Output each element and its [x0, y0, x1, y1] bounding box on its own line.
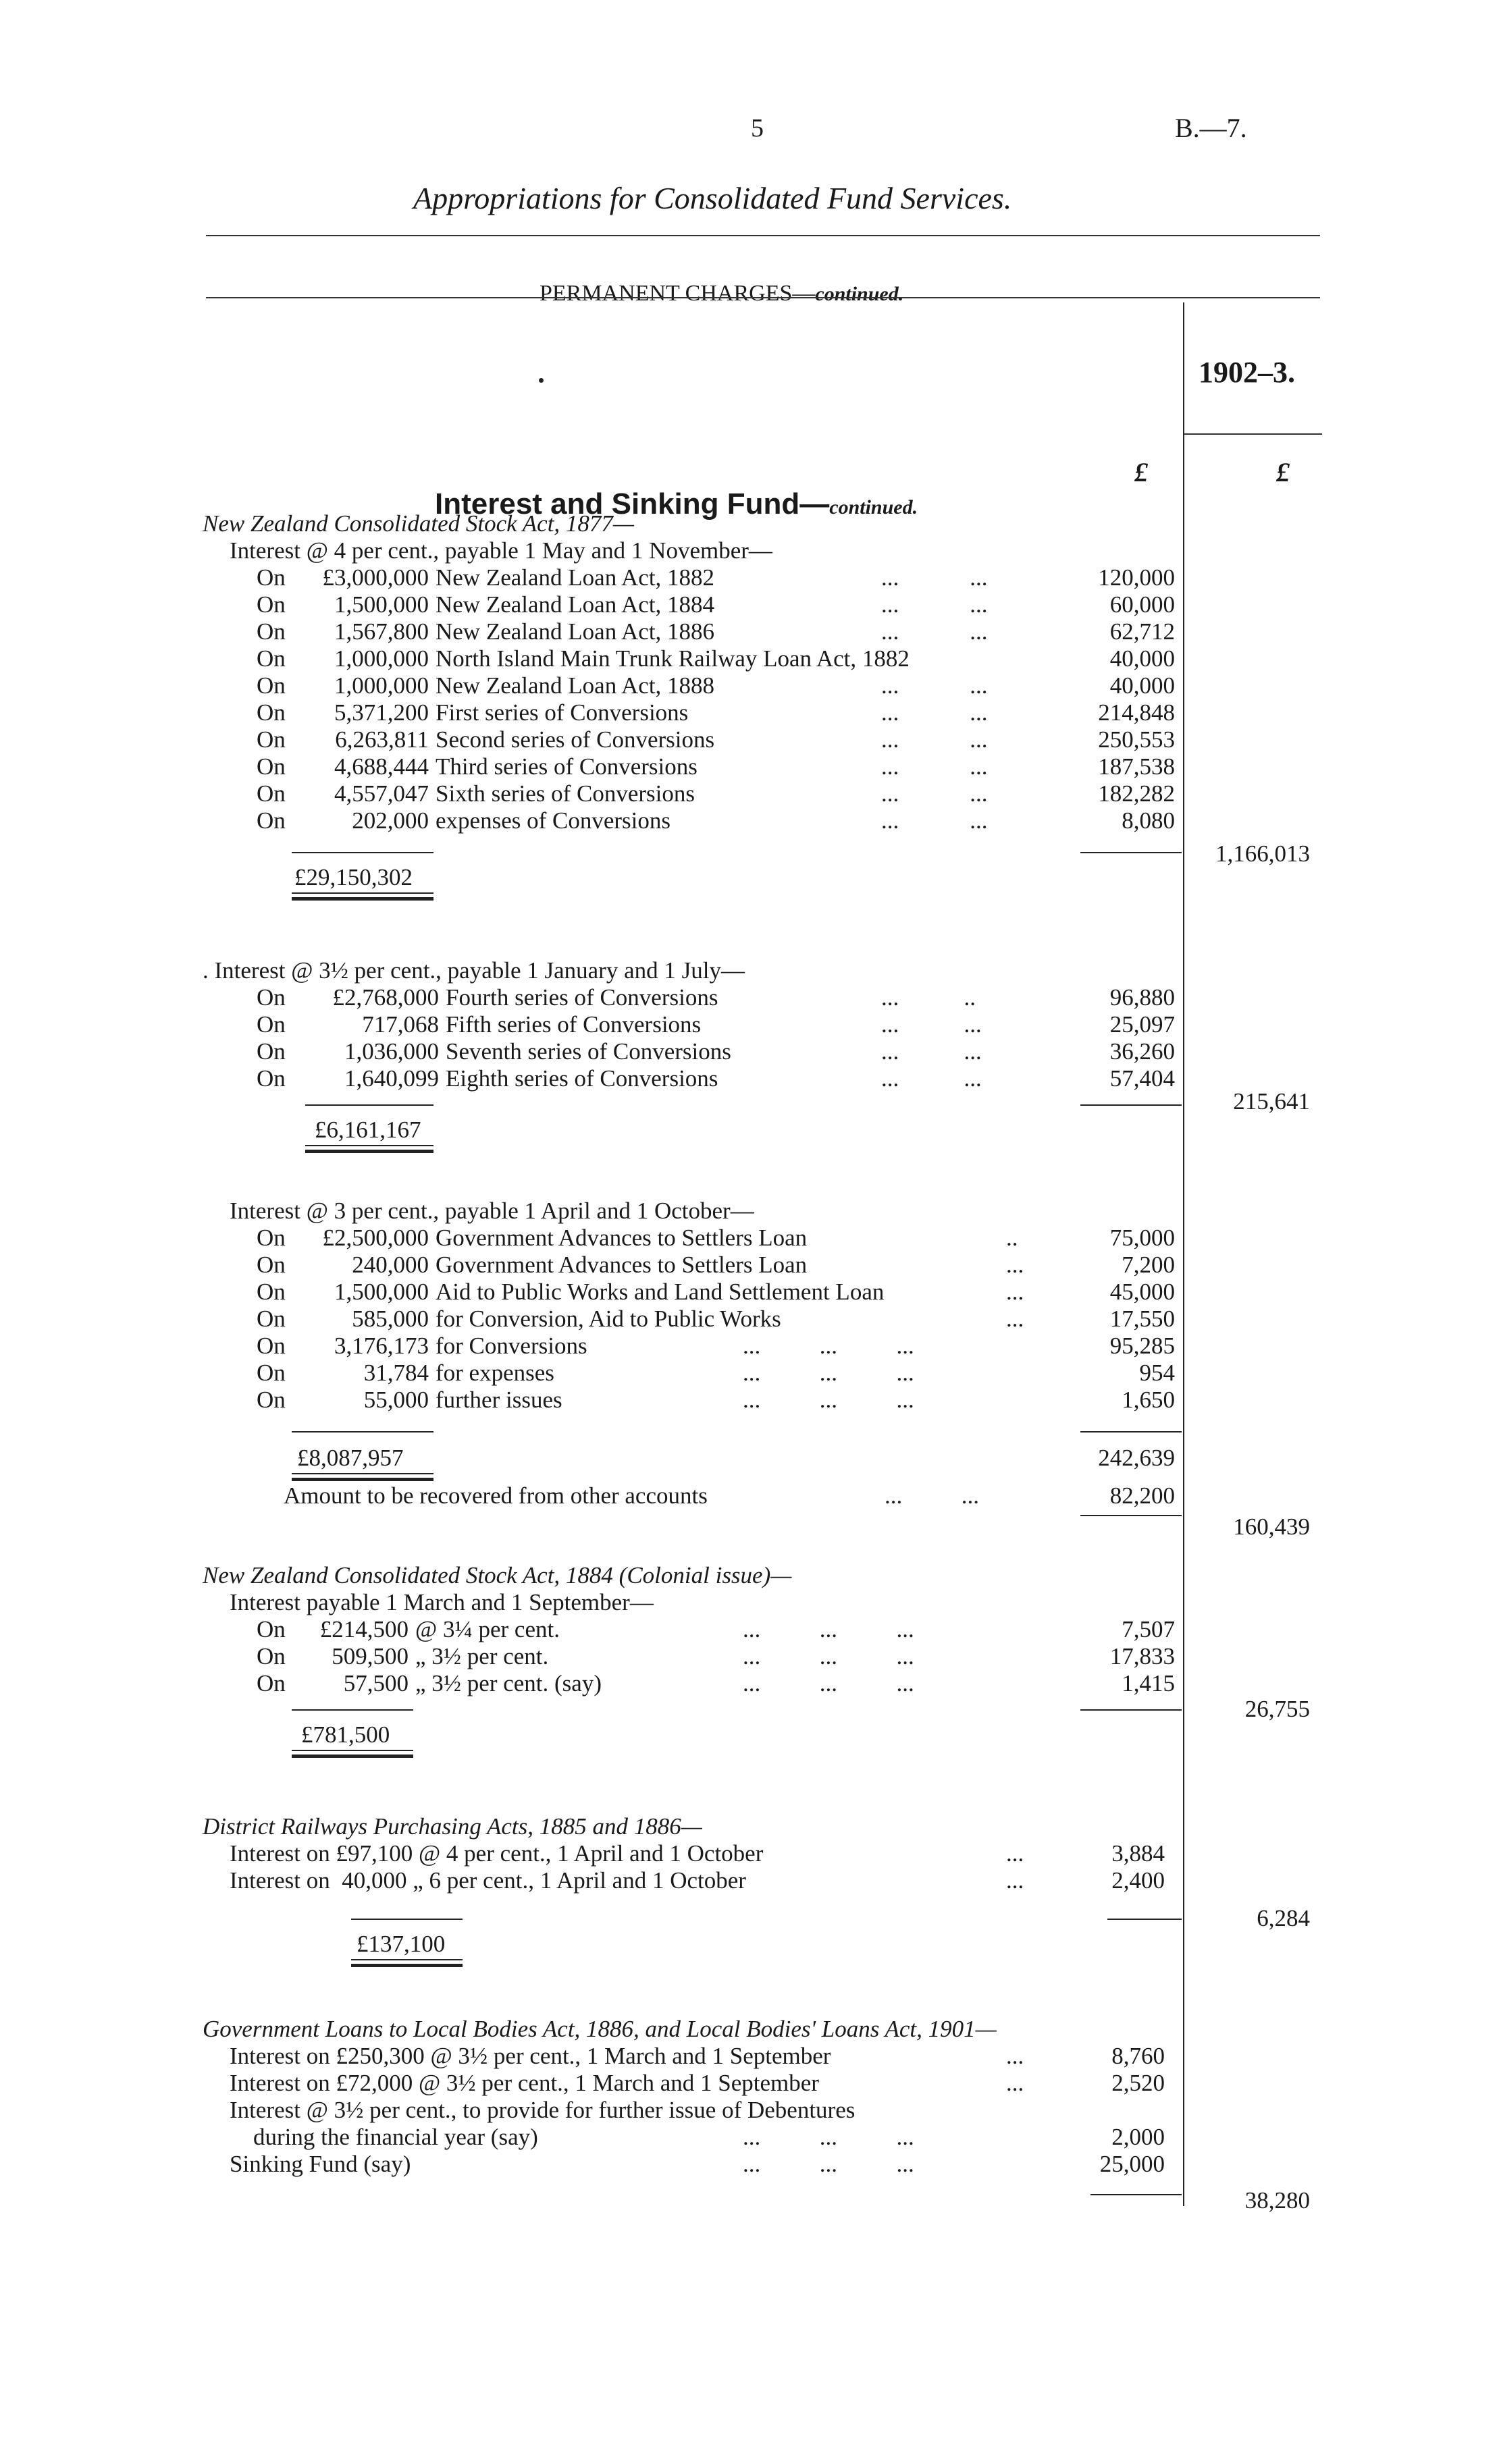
row-principal: 1,000,000	[334, 645, 429, 672]
row-value: 25,097	[1109, 1011, 1175, 1038]
row-principal: 1,500,000	[334, 1279, 429, 1305]
subtitle-main: PERMANENT CHARGES—	[540, 281, 816, 306]
row-description: New Zealand Loan Act, 1882	[436, 564, 715, 591]
row-leader-dots: ...	[1006, 1867, 1024, 1894]
row-leader-dots: ... ...	[881, 591, 988, 618]
principal-rule	[292, 852, 433, 853]
row-description: „ 3½ per cent. (say)	[415, 1670, 602, 1696]
row-leader-dots: ... ...	[881, 753, 988, 780]
row-on-label: On	[257, 672, 286, 699]
row-description: Third series of Conversions	[436, 753, 698, 780]
row-principal: 57,500	[343, 1670, 409, 1696]
row-description: Seventh series of Conversions	[446, 1038, 731, 1065]
decorative-dot	[539, 378, 544, 383]
row-on-label: On	[257, 1643, 286, 1669]
row-value: 40,000	[1109, 645, 1175, 672]
interest-heading: Interest @ 4 per cent., payable 1 May and 1 November—	[230, 537, 772, 564]
row-value: 120,000	[1098, 564, 1175, 591]
row-value: 36,260	[1109, 1038, 1175, 1065]
row-description: First series of Conversions	[436, 699, 689, 726]
page-number: 5	[751, 114, 764, 142]
row-leader-dots: ..	[1006, 1225, 1018, 1251]
row-principal: 1,500,000	[334, 591, 429, 618]
row-value: 3,884	[1111, 1840, 1165, 1867]
row-leader-dots: ... ... ...	[743, 1616, 914, 1642]
row-value: 96,880	[1109, 984, 1175, 1011]
act-heading: District Railways Purchasing Acts, 1885 and 1886—	[203, 1813, 702, 1840]
principal-double-rule	[292, 1473, 433, 1481]
row-leader-dots: ... ...	[881, 726, 988, 753]
row-principal: 1,640,099	[344, 1065, 439, 1092]
row-leader-dots: ... ...	[881, 807, 988, 834]
principal-total: £781,500	[301, 1721, 390, 1748]
row-description: Government Advances to Settlers Loan	[436, 1252, 808, 1278]
fiscal-year-header: 1902–3.	[1199, 356, 1295, 389]
row-text: Interest on £250,300 @ 3½ per cent., 1 March and 1 September	[230, 2043, 831, 2069]
row-on-label: On	[257, 1333, 286, 1359]
section-subtitle	[528, 253, 903, 308]
row-principal: 1,000,000	[334, 672, 429, 699]
section-total: 1,166,013	[1215, 840, 1310, 867]
row-leader-dots: ... ... ...	[743, 1643, 914, 1669]
interest-heading: Interest @ 3 per cent., payable 1 April and 1 October—	[230, 1198, 754, 1224]
row-on-label: On	[257, 1279, 286, 1305]
row-description: for Conversion, Aid to Public Works	[436, 1306, 781, 1332]
row-principal: 4,557,047	[334, 780, 429, 807]
row-description: Aid to Public Works and Land Settlement Loan	[436, 1279, 885, 1305]
row-value: 17,550	[1109, 1306, 1175, 1332]
row-on-label: On	[257, 618, 286, 645]
row-leader-dots: ...	[1006, 1306, 1024, 1332]
row-principal: 717,068	[362, 1011, 439, 1038]
row-principal: 4,688,444	[334, 753, 429, 780]
pound-column-2-header: £	[1276, 457, 1290, 487]
column-total-rule	[1080, 1104, 1182, 1106]
section-total: 26,755	[1244, 1696, 1310, 1722]
row-description: Second series of Conversions	[436, 726, 715, 753]
column-divider	[1183, 302, 1184, 2206]
recovery-label: Amount to be recovered from other accounts	[284, 1482, 708, 1509]
act-heading: New Zealand Consolidated Stock Act, 1884 (Colonial issue)—	[203, 1562, 792, 1588]
row-on-label: On	[257, 1038, 286, 1065]
row-principal: 3,176,173	[334, 1333, 429, 1359]
row-leader-dots: ...	[1006, 2043, 1024, 2069]
row-on-label: On	[257, 1252, 286, 1278]
row-principal: 6,263,811	[335, 726, 429, 753]
row-leader-dots: ... ... ...	[743, 2151, 914, 2177]
row-leader-dots: ...	[1006, 1840, 1024, 1867]
row-on-label: On	[257, 1616, 286, 1642]
row-on-label: On	[257, 1011, 286, 1038]
row-value: 182,282	[1098, 780, 1175, 807]
row-description: for Conversions	[436, 1333, 587, 1359]
section-total: 160,439	[1233, 1514, 1310, 1540]
column-total-rule	[1080, 1515, 1182, 1516]
row-on-label: On	[257, 1360, 286, 1386]
principal-total: £8,087,957	[297, 1445, 404, 1471]
row-description: Government Advances to Settlers Loan	[436, 1225, 808, 1251]
column-total-rule	[1090, 2194, 1182, 2195]
row-leader-dots: ... ... ...	[743, 2124, 914, 2150]
row-description: Sixth series of Conversions	[436, 780, 695, 807]
row-leader-dots: ...	[1006, 1279, 1024, 1305]
row-on-label: On	[257, 1225, 286, 1251]
row-leader-dots: ... ... ...	[743, 1360, 914, 1386]
row-value: 1,650	[1122, 1387, 1175, 1413]
row-text: Interest on £72,000 @ 3½ per cent., 1 March and 1 September	[230, 2070, 819, 2096]
row-text: Sinking Fund (say)	[230, 2151, 411, 2177]
section-total: 6,284	[1257, 1905, 1310, 1931]
interest-heading: Interest payable 1 March and 1 September—	[230, 1589, 654, 1615]
row-leader-dots: ... ...	[881, 618, 988, 645]
row-value: 250,553	[1098, 726, 1175, 753]
row-value: 62,712	[1109, 618, 1175, 645]
row-value: 7,507	[1122, 1616, 1175, 1642]
page-title: Appropriations for Consolidated Fund Services.	[413, 181, 1012, 215]
row-value: 187,538	[1098, 753, 1175, 780]
principal-rule	[292, 1431, 433, 1432]
recovery-value: 82,200	[1109, 1482, 1175, 1509]
row-value: 8,760	[1111, 2043, 1165, 2069]
row-description: Fourth series of Conversions	[446, 984, 718, 1011]
row-principal: £3,000,000	[322, 564, 429, 591]
row-on-label: On	[257, 726, 286, 753]
row-on-label: On	[257, 807, 286, 834]
act-heading: New Zealand Consolidated Stock Act, 1877—	[203, 510, 635, 537]
row-on-label: On	[257, 780, 286, 807]
row-principal: £2,768,000	[332, 984, 439, 1011]
row-value: 2,400	[1111, 1867, 1165, 1894]
row-value: 45,000	[1109, 1279, 1175, 1305]
row-principal: 240,000	[352, 1252, 429, 1278]
row-description: expenses of Conversions	[436, 807, 671, 834]
subtitle-continued: continued.	[815, 283, 904, 305]
row-on-label: On	[257, 564, 286, 591]
section-total: 38,280	[1244, 2187, 1310, 2214]
row-on-label: On	[257, 1387, 286, 1413]
principal-double-rule	[292, 892, 433, 901]
row-value: 95,285	[1109, 1333, 1175, 1359]
row-principal: 585,000	[352, 1306, 429, 1332]
column-total-rule	[1080, 852, 1182, 853]
row-value: 17,833	[1109, 1643, 1175, 1669]
row-description: Fifth series of Conversions	[446, 1011, 702, 1038]
row-principal: 31,784	[363, 1360, 429, 1386]
act-heading: Government Loans to Local Bodies Act, 1886, and Local Bodies' Loans Act, 1901—	[203, 2016, 997, 2042]
principal-double-rule	[305, 1145, 433, 1153]
principal-rule	[305, 1104, 433, 1106]
row-value: 2,000	[1111, 2124, 1165, 2150]
principal-total: £6,161,167	[315, 1117, 421, 1143]
row-leader-dots: ...	[1006, 2070, 1024, 2096]
row-principal: £214,500	[319, 1616, 409, 1642]
section-heading-continued: continued.	[829, 496, 918, 518]
row-description: further issues	[436, 1387, 562, 1413]
principal-rule	[351, 1919, 463, 1920]
row-value: 60,000	[1109, 591, 1175, 618]
row-description: New Zealand Loan Act, 1888	[436, 672, 715, 699]
row-value: 8,080	[1122, 807, 1175, 834]
row-on-label: On	[257, 699, 286, 726]
row-value: 7,200	[1122, 1252, 1175, 1278]
principal-total: £29,150,302	[294, 864, 413, 890]
row-value: 75,000	[1109, 1225, 1175, 1251]
row-leader-dots: ... ...	[881, 672, 988, 699]
row-on-label: On	[257, 1306, 286, 1332]
row-value: 2,520	[1111, 2070, 1165, 2096]
row-leader-dots: ... ...	[881, 1011, 982, 1038]
row-principal: 5,371,200	[334, 699, 429, 726]
row-on-label: On	[257, 591, 286, 618]
row-leader-dots: ... ..	[881, 984, 976, 1011]
row-on-label: On	[257, 645, 286, 672]
row-description: „ 3½ per cent.	[415, 1643, 549, 1669]
principal-total: £137,100	[357, 1931, 446, 1957]
principal-rule	[292, 1709, 413, 1711]
year-header-rule	[1184, 433, 1322, 435]
document-reference: B.—7.	[1175, 113, 1247, 143]
row-description: Eighth series of Conversions	[446, 1065, 718, 1092]
row-leader-dots: ...	[1006, 1252, 1024, 1278]
interest-heading: . Interest @ 3½ per cent., payable 1 January and 1 July—	[203, 957, 745, 984]
row-value: 214,848	[1098, 699, 1175, 726]
row-text: Interest on £97,100 @ 4 per cent., 1 April and 1 October	[230, 1840, 764, 1867]
row-text: Interest @ 3½ per cent., to provide for further issue of Debentures	[230, 2097, 856, 2123]
principal-double-rule	[351, 1959, 463, 1967]
title-rule	[206, 235, 1320, 236]
section-total: 215,641	[1233, 1088, 1310, 1115]
row-principal: £2,500,000	[322, 1225, 429, 1251]
row-description: New Zealand Loan Act, 1884	[436, 591, 715, 618]
row-principal: 1,567,800	[334, 618, 429, 645]
row-description: North Island Main Trunk Railway Loan Act, 1882	[436, 645, 910, 672]
row-principal: 1,036,000	[344, 1038, 439, 1065]
row-value: 954	[1139, 1360, 1175, 1386]
row-on-label: On	[257, 984, 286, 1011]
row-leader-dots: ... ... ...	[743, 1387, 914, 1413]
row-text: Interest on 40,000 „ 6 per cent., 1 April and 1 October	[230, 1867, 746, 1894]
row-leader-dots: ... ... ...	[743, 1333, 914, 1359]
row-principal: 509,500	[332, 1643, 409, 1669]
row-leader-dots: ... ... ...	[743, 1670, 914, 1696]
row-principal: 55,000	[363, 1387, 429, 1413]
row-description: @ 3¼ per cent.	[415, 1616, 560, 1642]
column-total-rule	[1080, 1431, 1182, 1432]
row-on-label: On	[257, 1670, 286, 1696]
row-value: 25,000	[1099, 2151, 1165, 2177]
row-on-label: On	[257, 1065, 286, 1092]
column-total-rule	[1080, 1709, 1182, 1711]
subtotal: 242,639	[1098, 1445, 1175, 1471]
row-text: during the financial year (say)	[230, 2124, 538, 2150]
pound-column-1-header: £	[1134, 457, 1148, 487]
row-description: for expenses	[436, 1360, 554, 1386]
section-heading-main: Interest and Sinking Fund—	[435, 487, 830, 520]
row-leader-dots: ... ...	[881, 564, 988, 591]
row-leader-dots: ... ...	[881, 1065, 982, 1092]
row-leader-dots: ... ...	[881, 1038, 982, 1065]
subtitle-rule	[206, 297, 1320, 298]
row-on-label: On	[257, 753, 286, 780]
row-value: 57,404	[1109, 1065, 1175, 1092]
row-value: 40,000	[1109, 672, 1175, 699]
row-description: New Zealand Loan Act, 1886	[436, 618, 715, 645]
row-leader-dots: ... ...	[881, 780, 988, 807]
principal-double-rule	[292, 1750, 413, 1758]
row-value: 1,415	[1122, 1670, 1175, 1696]
column-total-rule	[1107, 1919, 1182, 1920]
recovery-dots: ... ...	[885, 1482, 979, 1509]
row-principal: 202,000	[352, 807, 429, 834]
row-leader-dots: ... ...	[881, 699, 988, 726]
